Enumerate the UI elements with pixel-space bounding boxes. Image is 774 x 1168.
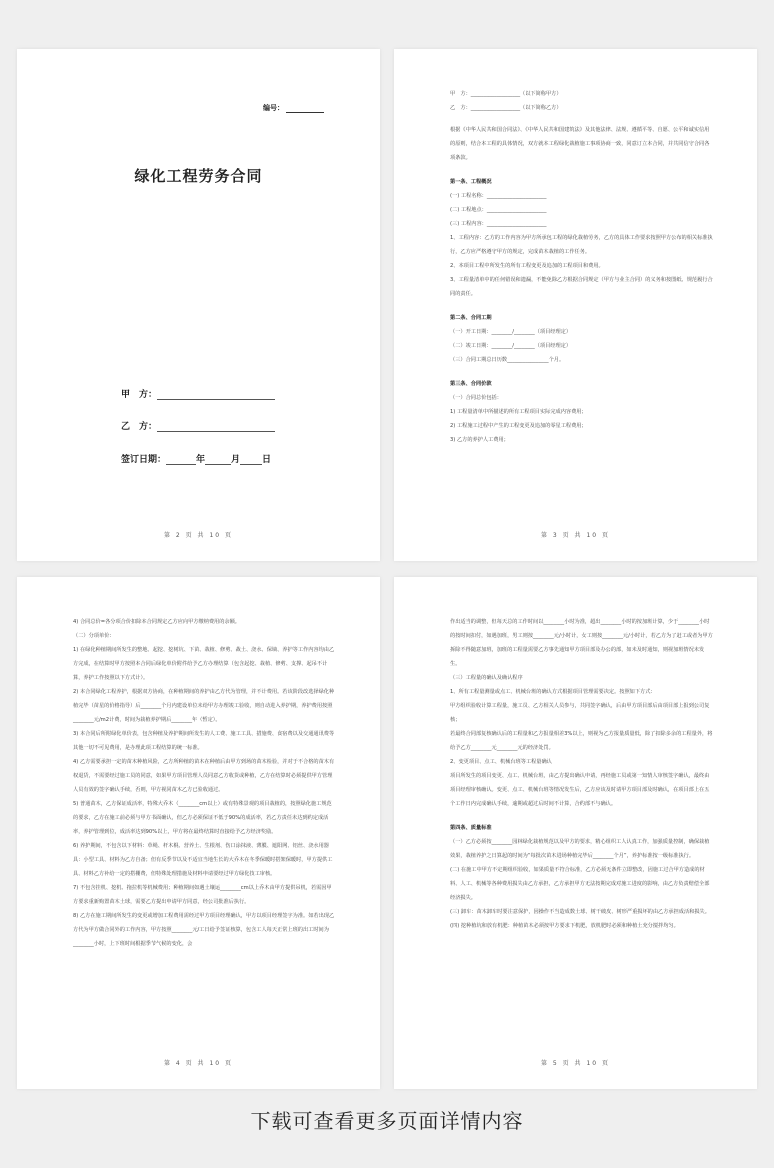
paragraph: 1) 工程量清单中所描述的所有工程项目实际完成内容费用； (450, 409, 587, 415)
paragraph: 4) 乙方需要承担一定的苗木种植风险，乙方所种植的苗木在种植后由甲方到场的苗木检验，并对于不合格的苗木有权退货，不需要经过施工员的同意，如果甲方项目管理人员同意乙方收货或种植，乙方在结算时必须提供甲方管理人员有效的签字确认手续，否则，甲方视同苗木乙方已验收通过。 (73, 759, 335, 793)
contract-title: 绿化工程劳务合同 (134, 167, 263, 185)
paragraph: 1、所有工程量测量或点工、机械台班的确认方式根据项目管理需要决定。按照如下方式： (450, 689, 656, 695)
party-b-blank (157, 421, 275, 432)
paragraph: 2、本项目工程中所发生的所有工程变更及追加的工程项目和费用。 (450, 263, 604, 269)
page-5-body (450, 615, 713, 933)
section-heading: 第四条、质量标准 (450, 825, 492, 831)
spacer (450, 115, 713, 123)
section-heading: 第二条、合同工期 (450, 315, 492, 321)
party-a-row (121, 387, 275, 400)
paragraph: （一）乙方必须按________园林绿化栽植规范以及甲方的要求，精心组织工人认真工作，加强质量控制，确保栽植效果，栽植养护之日算起的时间为“每批次苗木进场种植完毕后________个月”，养护标准按一级标准执行。 (450, 839, 710, 859)
paragraph: 7) 不包含挂机、挖机、拖拉机等机械费用；种植期间如遇土壤运________cm以上乔木由甲方提供吊机，若需因甲方要求重新购置苗木土球，需要乙方提出申请甲方同意，经公司批准后执行。 (73, 885, 332, 905)
paragraph: 8) 乙方在施工期间所发生的变更或增加工程费用需经过甲方项目经理确认，甲方以项目经理签字为准。如若出现乙方代为甲方做合同外的工作内容，甲方按照________元/工日给予签证核算，包含工人每天正常上班的出工时间为________小时，上下班时间根据季节气候的变化，会 (73, 913, 335, 947)
paragraph: 2) 本合同绿化工程养护，根据双方协商，在种植期间的养护由乙方代为管理，并不计费用。若该阶段改选择绿化种植完毕（苗星的价格指导）后________个月内建设单位未给甲方办理竣工验收，则自动进入养护期，养护费用按照________元/m2计费，时间为栽植养护期后________年（暂定）。 (73, 689, 335, 723)
paragraph: (二) 工程地点：_______________________ (450, 207, 547, 213)
paragraph: （一）合同总价包括： (450, 395, 502, 401)
page-3-body (450, 87, 713, 447)
page-footer: 第 2 页 共 10 页 (164, 532, 233, 539)
contract-number (263, 103, 324, 113)
party-a-label: 甲 方： (121, 390, 158, 400)
day-label: 日 (262, 455, 272, 465)
paragraph: (四) 挖种植坑和放有机肥：种植苗木必须按甲方要求下机肥，放机肥时必须和种植土充分搅拌均匀。 (450, 923, 679, 929)
paragraph: 1) 在绿化种植期间所发生的整地、起挖、挖树坑、下苗、栽植、修剪、裁土、浇水、保墒、养护等工作内容均由乙方完成，在结算时甲方按照本合同后绿化单价附件给予乙方办理结算（包含起挖、栽植、修剪、支撑、起吊不计算，养护工作按照以下方式计）。 (73, 647, 335, 681)
paragraph: 项目所发生的项目变更、点工、机械台班，由乙方提出确认申请，再经施工员或第一知情人审核签字确认，最终由项目经理审核确认。变更、点工、机械台班等情况发生后，乙方应该及时请甲方项目部及时确认，在项目部上在五个工作日内完成确认手续，逾期或超过后时间不计算，合约部不与确认。 (450, 773, 710, 807)
page-footer: 第 5 页 共 10 页 (541, 1060, 610, 1067)
paragraph: 1、工程内容：乙方的工作内容为甲方所承包工程的绿化栽植劳务，乙方的具体工作要求按照甲方公布的相关标准执行，乙方应严格遵守甲方的规定，完成苗木栽植的工作任务。 (450, 235, 713, 255)
paragraph: 3) 乙方的养护人工费用； (450, 437, 509, 443)
paragraph: (三) 工程内容：_______________________ (450, 221, 547, 227)
paragraph: 乙 方：___________________（以下简称乙方） (450, 105, 562, 111)
page-footer: 第 4 页 共 10 页 (164, 1060, 233, 1067)
page-5 (394, 577, 757, 1089)
paragraph: （二）分项单价： (73, 633, 115, 639)
paragraph: （二）竣工日期：________/________（项目经理定） (450, 343, 572, 349)
year-label: 年 (196, 455, 206, 465)
download-caption: 下载可查看更多页面详情内容 (250, 1109, 524, 1133)
page-2-cover (17, 49, 380, 561)
paragraph: 3、工程量清单中的任何错误和遗漏，不能免除乙方根据合同规定（甲方与业主合同）的义务和按图纸、规范履行合同的责任。 (450, 277, 713, 297)
paragraph: 甲 方：___________________（以下简称甲方） (450, 91, 562, 97)
page-3 (394, 49, 757, 561)
page-4-body (73, 615, 336, 951)
paragraph: (三) 卸车：苗木卸车时要注意保护，因操作不当造成数土球、树干破皮、树形严重损坏的由乙方承担成活和损失。 (450, 909, 710, 915)
paragraph: （一）开工日期：________/________（项目经理定） (450, 329, 572, 335)
month-label: 月 (231, 455, 241, 465)
paragraph: 2) 工程施工过程中产生的工程变更及追加的零星工程费用； (450, 423, 587, 429)
sign-date-row (121, 452, 271, 465)
paragraph: 甲方组织验收计算工程量，施工员、乙方相关人员参与，共同签字确认，后由甲方项目部后由项目部上报到公司复核； (450, 703, 710, 723)
paragraph: (一) 工程名称：_______________________ (450, 193, 547, 199)
paragraph: 作出适当的调整，但每天总的工作时间以________小时为准，超出________小时的按加班计算，少于________小时的按时间扣付，如遇加班，男工则按________元/小时计，女工则按________元/小时计，若乙方为了赶工或者为甲方拆除不得随意加班，加班的工程量需要乙方事先通知甲方项目部及办公的部，如未及时通知，则视加班情况未发生。 (450, 619, 713, 667)
paragraph: 3) 本合同后所附绿化单价表，包含种植及养护期间所发生的人工费、施工工具、措施费、食宿费以及交通通讯费等其他一切不可见费用，是办理此项工程结算的统一标准。 (73, 731, 335, 751)
paragraph: （三）合同工期总日历数________________个月。 (450, 357, 565, 363)
paragraph: 若最终合同部复核确认后的工程量和乙方报量相差3%以上，则视为乙方报量质量低，除了扣除多余的工程量外，将给予乙方________元________元的经济处罚。 (450, 731, 713, 751)
party-b-label: 乙 方： (121, 422, 158, 432)
page-4 (17, 577, 380, 1089)
paragraph: 5) 普通苗木，乙方保证成活率，特殊大乔木（________cm以上）或有特殊景观的项目栽植的，按照绿化施工规范的要求，乙方在施工前必须与甲方书面确认，但乙方必须保证不低于90%的成活率，若乙方责任未达到约定成活率，养护管理到位，成活率达到90%以上，甲方将在最终结算时直接给予乙方经济奖励。 (73, 801, 332, 835)
paragraph: 根据《中华人民共和国合同法》、《中华人民共和国建筑法》及其他法律、法规、遵循平等、自愿、公平和诚实信用的原则，结合本工程的具体情况，双方就本工程绿化栽植施工事项协商一致，同意订立本合同，并共同信守合同各项条款。 (450, 127, 710, 161)
sign-date-label: 签订日期： (121, 455, 167, 465)
contract-number-blank (286, 104, 324, 113)
contract-number-label: 编号： (263, 104, 284, 112)
paragraph: （三）工程量的确认及确认程序 (450, 675, 523, 681)
paragraph: 6) 养护期间，不包含以下材料：草绳、杆木棍、营养土、生根剂、伤口涂抹液、薄膜、遮阳网、铝丝、浇水用器具：小型工具、材料为乙方自备；但有反季节以及不适宜当地生长的大乔木在冬季保暖时搭架保暖时，甲方提供工具、材料乙方补给一定的搭棚费，但特殊处理措施及材料申请要经过甲方绿化技工审核。 (73, 843, 333, 877)
paragraph: (二) 在施工中甲方不定期组织验收，如果质量不符合标准，乙方必须无条件立即整改，因施工过合甲方造成的材料、人工、机械等各种费用损失由乙方承担，乙方承担甲方无法按期完成对施工进度的影响，由乙方负责赔偿全部经济损失。 (450, 867, 710, 901)
section-heading: 第三条、合同价款 (450, 381, 492, 387)
party-b-row (121, 419, 275, 432)
paragraph: 2、变更项目、点工、机械台班等工程量确认 (450, 759, 552, 765)
section-heading: 第一条、工程概况 (450, 179, 492, 185)
party-a-blank (157, 389, 275, 400)
paragraph: 4) 合同总价=各分项合价扣除本合同规定乙方应向甲方缴纳费用的余额。 (73, 619, 240, 625)
page-footer: 第 3 页 共 10 页 (541, 532, 610, 539)
